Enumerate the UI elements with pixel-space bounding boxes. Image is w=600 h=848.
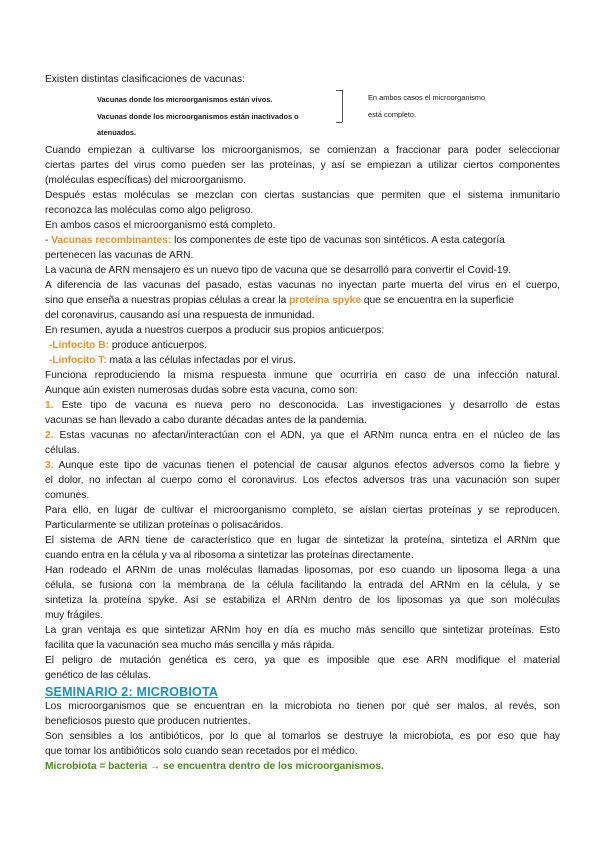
brace-bottom (336, 122, 342, 123)
p3-line: En ambos casos el microorganismo está completo. (45, 220, 276, 231)
p1-line-2: ciertas partes del virus como pueden ser las proteínas, y así se empiezan a utilizar ciertos componentes (45, 160, 560, 171)
item-3-line-1: 3. Aunque este tipo de vacunas tienen el potencial de causar algunos efectos adversos como la fiebre y (45, 460, 560, 471)
linfocito-t-line: -Linfocito T: mata a las células infectadas por el virus. (49, 355, 296, 366)
intro-text: Existen distintas clasificaciones de vacunas: (45, 74, 245, 85)
brace-divider (342, 90, 343, 122)
p1-line-1: Cuando empiezan a cultivarse los microorganismos, se comienzan a fraccionar para poder seleccionar (45, 145, 560, 156)
p2-line-2: reconozca las moléculas como algo peligroso. (45, 205, 254, 216)
item-2-line-1: 2. Estas vacunas no afectan/interactúan con el ADN, ya que el ARNm nunca entra en el núcleo de las (45, 430, 560, 441)
classification-note-1: En ambos casos el microorganismo (368, 93, 486, 102)
item-2-line-2: células. (45, 445, 80, 456)
recomb-line-2: pertenecen las vacunas de ARN. (45, 250, 194, 261)
p10-line-2: célula, se fusiona con la membrana de la célula facilitando la entrada del ARNm en la célula, y se (45, 580, 560, 591)
p7-line-1: Funciona reproduciendo la misma respuesta inmune que ocurriría en caso de una infección natural. (45, 370, 560, 381)
p13-line-1: Los microorganismos que se encuentran en la microbiota no tienen por qué ser malos, al revés, son (45, 701, 560, 712)
p12-line-2: genético de las células. (45, 670, 151, 681)
classification-note-2: está completo. (368, 110, 417, 119)
p5-line-3: del coronavirus, causando así una respuesta de inmunidad. (45, 310, 315, 321)
classification-row-2: Vacunas donde los microorganismos están inactivados o (97, 112, 299, 121)
item-3-line-3: comunes. (45, 490, 90, 501)
section-heading: SEMINARIO 2: MICROBIOTA (45, 685, 219, 699)
p6-line: En resumen, ayuda a nuestros cuerpos a producir sus propios anticuerpos: (45, 325, 385, 336)
item-3-line-2: el dolor, no infectan al cuerpo como el coronavirus. Los efectos adversos tras una vacunación son super (45, 475, 560, 486)
p14-line-1: Son sensibles a los antibióticos, por lo que al tomarlos se destruye la microbiota, es por eso que hay (45, 731, 560, 742)
p11-line-2: facilita que la vacunación sea mucho más sencilla y más rápida. (45, 640, 335, 651)
p5-line-1: A diferencia de las vacunas del pasado, estas vacunas no inyectan parte muerta del virus en el cuerpo, (45, 280, 560, 291)
p10-line-3: sintetiza la proteína spyke. Así se estabiliza el ARNm dentro de los liposomas ya que son moléculas (45, 595, 560, 606)
p8-line-1: Para ello, en lugar de cultivar el microorganismo completo, se aíslan ciertas proteínas y se reproducen. (45, 505, 560, 516)
brace-top (336, 90, 342, 91)
linfocito-t-term: -Linfocito T: (49, 355, 107, 366)
p1-line-3: (moléculas específicas) del microorganismo. (45, 175, 246, 186)
p2-line-1: Después estas moléculas se mezclan con ciertas sustancias que permiten que el sistema inmunitario (45, 190, 560, 201)
p5-line-2: sino que enseña a nuestras propias células a crear la proteína spyke que se encuentra en la superficie (45, 295, 514, 306)
classification-row-1: Vacunas donde los microorganismos están vivos. (97, 95, 273, 104)
p10-line-4: muy frágiles. (45, 610, 103, 621)
p12-line-1: El peligro de mutación genética es cero, ya que es imposible que ese ARN modifique el material (45, 655, 560, 666)
linfocito-b-line: -Linfocito B: produce anticuerpos. (49, 340, 207, 351)
p10-line-1: Han rodeado el ARNm de unas moléculas llamadas liposomas, por eso cuando un liposoma llega a una (45, 565, 560, 576)
p9-line-2: cuando entra en la célula y va al ribosoma a sintetizar las proteínas directamente. (45, 550, 414, 561)
p8-line-2: Particularmente se utilizan proteínas o polisacáridos. (45, 520, 284, 531)
item-1-line-1: 1. Este tipo de vacuna es nueva pero no desconocida. Las investigaciones y desarrollo de estas (45, 400, 560, 411)
p13-line-2: beneficiosos puesto que producen nutrientes. (45, 716, 251, 727)
recomb-term: Vacunas recombinantes: (51, 235, 172, 246)
p7-line-2: Aunque aún existen numerosas dudas sobre esta vacuna, como son: (45, 385, 358, 396)
recomb-line-1: - Vacunas recombinantes: los componentes de este tipo de vacunas son sintéticos. A esta categoría (45, 235, 505, 246)
p4-line: La vacuna de ARN mensajero es un nuevo tipo de vacuna que se desarrolló para convertir el Covid-19. (45, 265, 512, 276)
p11-line-1: La gran ventaja es que sintetizar ARNm hoy en día es mucho más sencillo que sintetizar proteínas. Esto (45, 625, 560, 636)
classification-row-3: atenuados. (97, 128, 137, 137)
proteina-spyke-term: proteína spyke (289, 295, 361, 306)
final-line: Microbiota = bacteria → se encuentra dentro de los microorganismos. (45, 761, 384, 772)
p14-line-2: que tomar los antibióticos solo cuando sean recetados por el médico. (45, 746, 358, 757)
p9-line-1: El sistema de ARN tiene de característico que en lugar de sintetizar la proteína, sintetiza el ARNm que (45, 535, 560, 546)
item-1-line-2: vacunas se han llevado a cabo durante décadas antes de la pandemia. (45, 415, 367, 426)
linfocito-b-term: -Linfocito B: (49, 340, 109, 351)
